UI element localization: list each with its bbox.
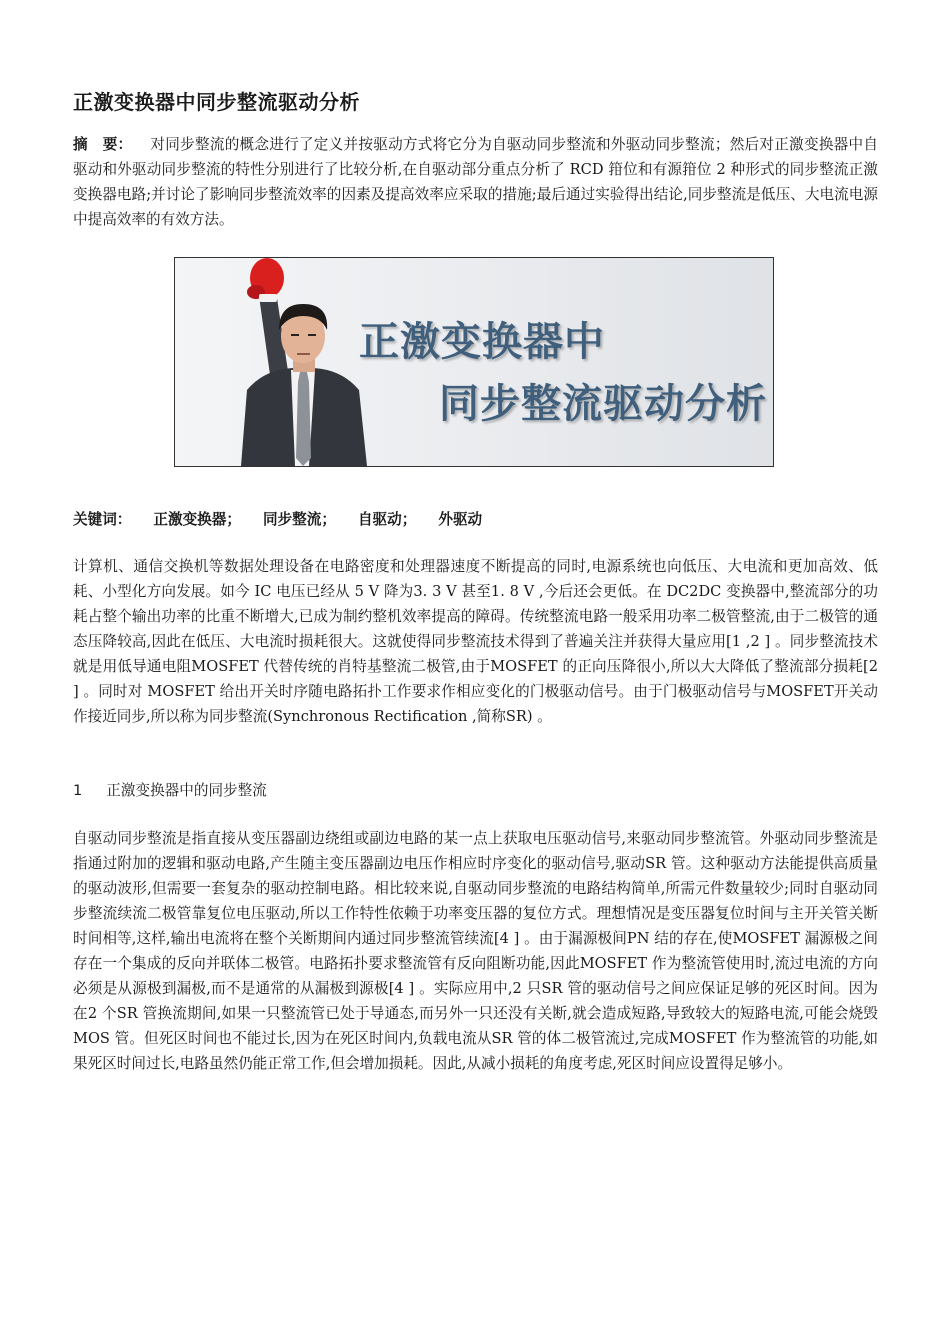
keyword-item: 正激变换器； bbox=[153, 511, 241, 528]
intro-paragraph: 计算机、通信交换机等数据处理设备在电路密度和处理器速度不断提高的同时,电源系统也向低压、大电流和更加高效、低耗、小型化方向发展。如今 IC 电压已经从 5 V 降为3. 3 V 甚至1. 8 V ,今后还会更低。在 DC2DC 变换器中,整流部分的功耗占整个输出功率的比重不断增大,已成为制约整机效率提高的障碍。传统整流电路一般采用功率二极管整流,由于二极管的通态压降较高,因此在低压、大电流时损耗很大。这就使得同步整流技术得到了普遍关注并获得大量应用[1 ,2 ] 。同步整流技术就是用低导通电阻MOSFET 代替传统的肖特基整流二极管,由于MOSFET 的正向压降很小,所以大大降低了整流部分损耗[2 ] 。同时对 MOSFET 给出开关时序随电路拓扑工作要求作相应变化的门极驱动信号。由于门极驱动信号与MOSFET开关动作接近同步,所以称为同步整流(Synchronous Rectification ,简称SR) 。 bbox=[73, 558, 878, 725]
section-paragraph: 自驱动同步整流是指直接从变压器副边绕组或副边电路的某一点上获取电压驱动信号,来驱动同步整流管。外驱动同步整流是指通过附加的逻辑和驱动电路,产生随主变压器副边电压作相应时序变化的驱动信号,驱动SR 管。这种驱动方法能提供高质量的驱动波形,但需要一套复杂的驱动控制电路。相比较来说,自驱动同步整流的电路结构简单,所需元件数量较少;同时自驱动同步整流续流二极管靠复位电压驱动,所以工作特性依赖于功率变压器的复位方式。理想情况是变压器复位时间与主开关管关断时间相等,这样,输出电流将在整个关断期间内通过同步整流管续流[4 ] 。由于漏源极间PN 结的存在,使MOSFET 漏源极之间存在一个集成的反向并联体二极管。电路拓扑要求整流管有反向阻断功能,因此MOSFET 作为整流管使用时,流过电流的方向必须是从源极到漏极,而不是通常的从漏极到源极[4 ] 。实际应用中,2 只SR 管的驱动信号之间应保证足够的死区时间。因为在2 个SR 管换流期间,如果一只整流管已处于导通态,而另外一只还没有关断,就会造成短路,导致较大的短路电流,可能会烧毁MOS 管。但死区时间也不能过长,因为在死区时间内,负载电流从SR 管的体二极管流过,完成MOSFET 作为整流管的功能,如果死区时间过长,电路虽然仍能正常工作,但会增加损耗。因此,从减小损耗的角度考虑,死区时间应设置得足够小。 bbox=[73, 830, 878, 1072]
section-heading bbox=[73, 779, 267, 800]
keyword-item: 外驱动 bbox=[438, 511, 483, 528]
keywords-label: 关键词： bbox=[73, 511, 132, 528]
abstract bbox=[73, 132, 878, 232]
keywords bbox=[73, 508, 504, 529]
section-number: 1 bbox=[73, 782, 83, 799]
abstract-text: 对同步整流的概念进行了定义并按驱动方式将它分为自驱动同步整流和外驱动同步整流；然后对正激变换器中自驱动和外驱动同步整流的特性分别进行了比较分析,在自驱动部分重点分析了 RCD 箝位和有源箝位 2 种形式的同步整流正激变换器电路;并讨论了影响同步整流效率的因素及提高效率应采取的措施;最后通过实验得出结论,同步整流是低压、大电流电源中提高效率的有效方法。 bbox=[73, 136, 878, 228]
keyword-item: 同步整流； bbox=[262, 511, 336, 528]
banner-line-1: 正激变换器中 bbox=[359, 319, 605, 365]
keyword-item: 自驱动； bbox=[357, 511, 417, 528]
banner-image bbox=[174, 257, 774, 467]
banner-line-2: 同步整流驱动分析 bbox=[439, 381, 767, 427]
page-title: 正激变换器中同步整流驱动分析 bbox=[73, 90, 360, 114]
abstract-label: 摘 要： bbox=[73, 136, 133, 153]
section-title: 正激变换器中的同步整流 bbox=[106, 782, 267, 799]
